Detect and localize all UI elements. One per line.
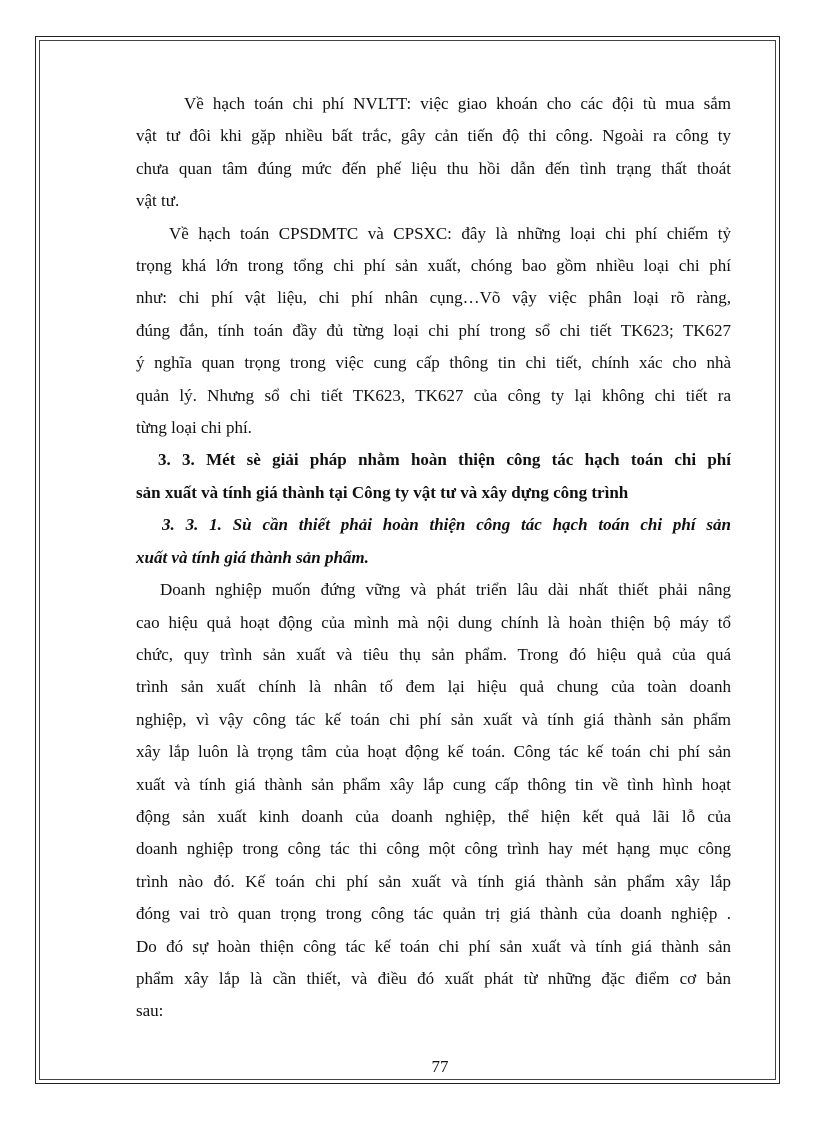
text-line: sau:	[136, 1001, 164, 1021]
text-line: nghiệp, vì vậy công tác kế toán chi phí sản xuất và tính giá thành sản phẩm	[136, 709, 731, 729]
text-line: từng loại chi phí.	[136, 418, 252, 438]
text-line: trình nào đó. Kế toán chi phí sản xuất và tính giá thành sản phẩm xây lắp	[136, 871, 731, 891]
text-line: động sản xuất kinh doanh của doanh nghiệp, thể hiện kết quả lãi lỗ của	[136, 806, 731, 826]
page-number: 77	[431, 1057, 449, 1076]
subsection-heading-3-3-1	[136, 509, 731, 574]
text-line: Về hạch toán CPSDMTC và CPSXC: đây là những loại chi phí chiếm tỷ	[169, 223, 731, 243]
text-line: quản lý. Nhưng sổ chi tiết TK623, TK627 của công ty lại không chi tiết ra	[136, 385, 731, 405]
heading-line: 3. 3. 1. Sù cần thiết phải hoàn thiện công tác hạch toán chi phí sản	[162, 515, 731, 535]
text-line: đóng vai trò quan trọng trong công tác quản trị giá thành của doanh nghiệp .	[136, 904, 731, 924]
text-line: phẩm xây lắp là cần thiết, và điều đó xuất phát từ những đặc điểm cơ bản	[136, 968, 731, 988]
text-line: Do đó sự hoàn thiện công tác kế toán chi phí sản xuất và tính giá thành sản	[136, 936, 731, 956]
text-line: chưa quan tâm đúng mức đến phế liệu thu hồi dẫn đến tình trạng thất thoát	[136, 158, 731, 178]
text-line: doanh nghiệp trong công tác thi công một công trình hay mét hạng mục công	[136, 839, 731, 859]
text-line: trình sản xuất chính là nhân tố đem lại hiệu quả chung của toàn doanh	[136, 677, 731, 697]
text-line: xây lắp luôn là trọng tâm của hoạt động kế toán. Công tác kế toán chi phí sản	[136, 742, 731, 762]
text-line: như: chi phí vật liệu, chi phí nhân cụng…Võ vậy việc phân loại rõ ràng,	[136, 288, 731, 308]
text-line: trọng khá lớn trong tổng chi phí sản xuất, chóng bao gồm nhiều loại chi phí	[136, 256, 731, 276]
page-body	[136, 88, 731, 1028]
paragraph-nvltt	[136, 88, 731, 218]
text-line: vật tư.	[136, 191, 180, 211]
paragraph-cpsdmtc	[136, 218, 731, 445]
section-heading-3-3	[136, 444, 731, 509]
text-line: Doanh nghiệp muốn đứng vững và phát triển lâu dài nhất thiết phải nâng	[160, 580, 731, 600]
text-line: chức, quy trình sản xuất và tiêu thụ sản phẩm. Trong đó hiệu quả của quá	[136, 644, 731, 664]
heading-line: 3. 3. Mét sè giải pháp nhằm hoàn thiện công tác hạch toán chi phí	[158, 450, 731, 470]
text-line: xuất và tính giá thành sản phẩm xây lắp cung cấp thông tin về tình hình hoạt	[136, 774, 731, 794]
heading-line: xuất và tính giá thành sản phẩm.	[136, 547, 369, 567]
text-line: đúng đắn, tính toán đầy đủ từng loại chi phí trong sổ chi tiết TK623; TK627	[136, 320, 731, 340]
text-line: ý nghĩa quan trọng trong việc cung cấp thông tin chi tiết, chính xác cho nhà	[136, 353, 731, 373]
text-line: Về hạch toán chi phí NVLTT: việc giao khoán cho các đội tù mua sắm	[184, 94, 731, 113]
text-line: cao hiệu quả hoạt động của mình mà nội dung chính là hoàn thiện bộ máy tổ	[136, 612, 731, 632]
paragraph-doanh-nghiep	[136, 574, 731, 1028]
heading-line: sản xuất và tính giá thành tại Công ty vật tư và xây dựng công trình	[136, 482, 629, 502]
text-line: vật tư đôi khi gặp nhiều bất trắc, gây cản tiến độ thi công. Ngoài ra công ty	[136, 126, 731, 146]
